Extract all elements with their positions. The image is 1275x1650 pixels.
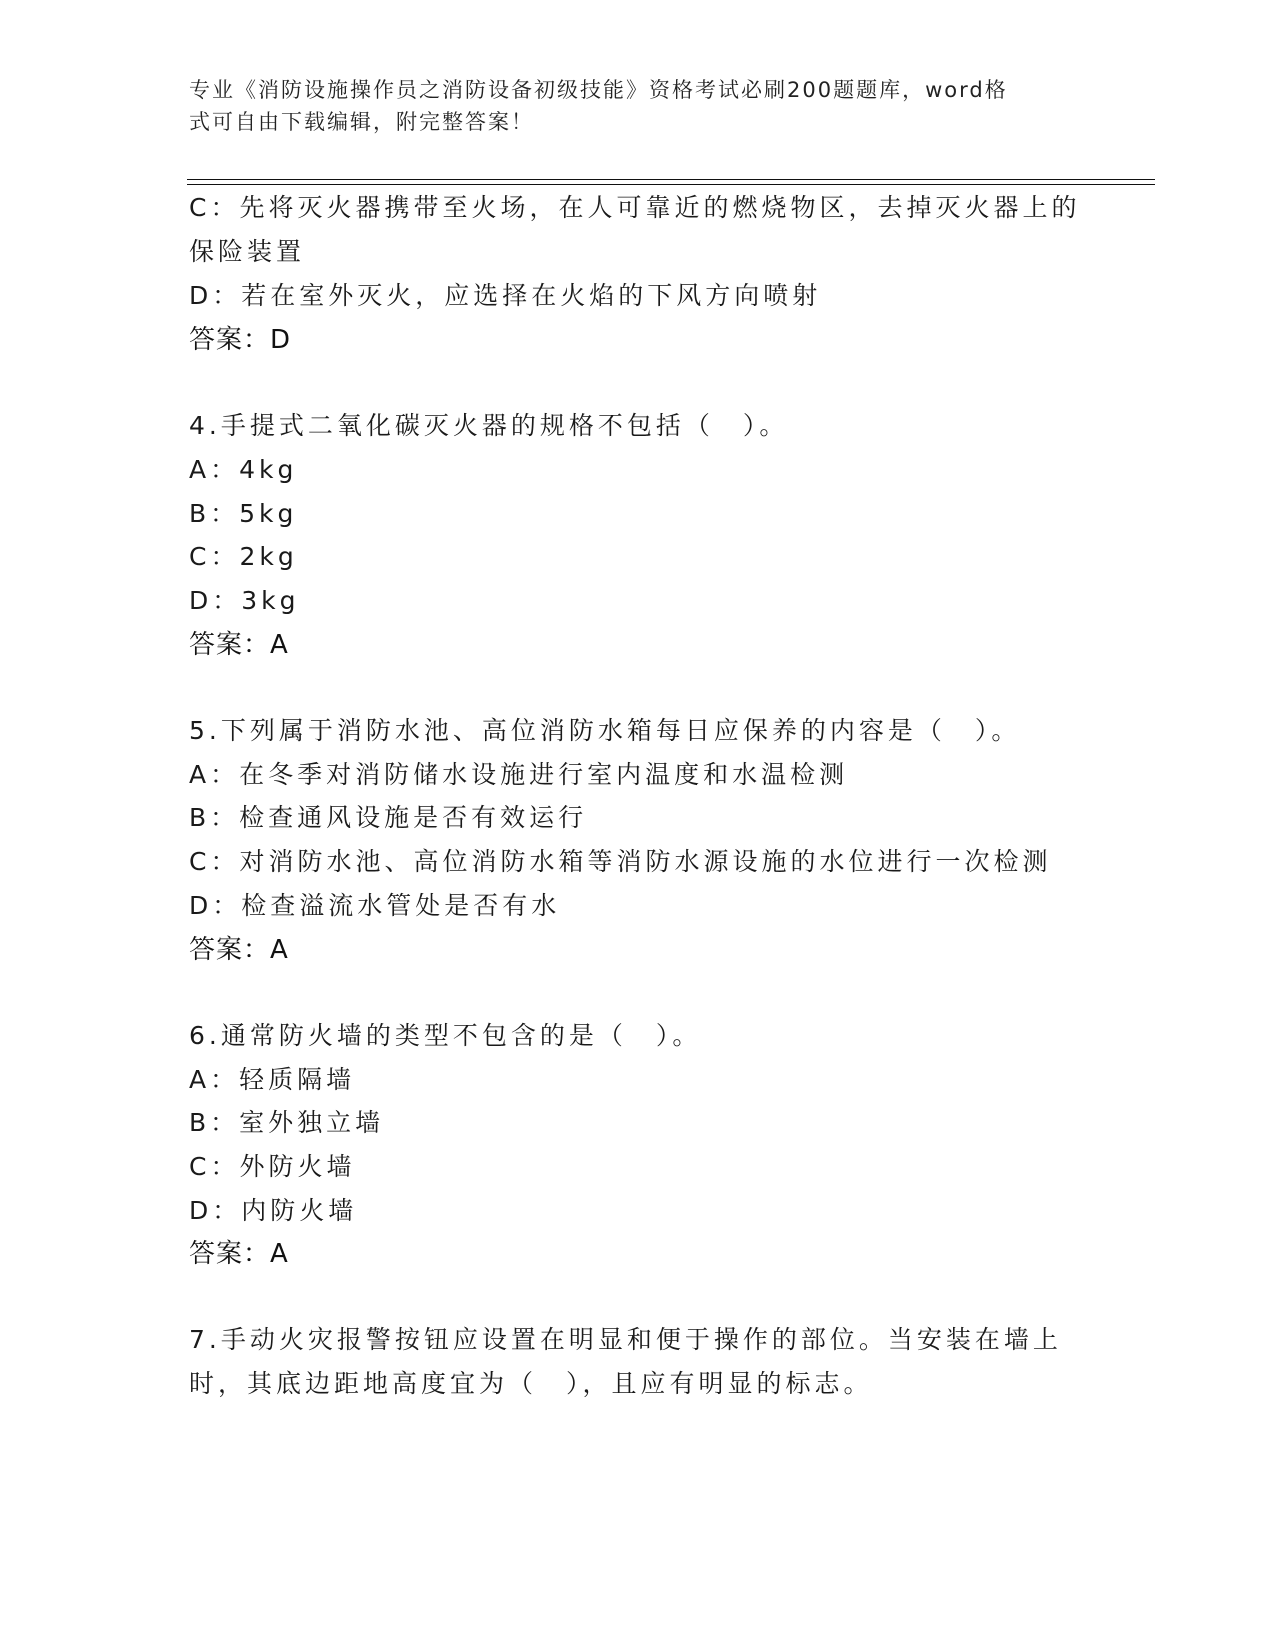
q4-option-d: D：3kg [189,586,300,615]
q7-stem-line-2: 时，其底边距地高度宜为（ ），且应有明显的标志。 [189,1369,873,1398]
q4-option-a: A：4kg [189,455,298,484]
header-title-line-2: 式可自由下载编辑，附完整答案！ [189,110,534,134]
q6-option-a: A：轻质隔墙 [189,1065,356,1094]
header-title-line-1: 专业《消防设施操作员之消防设备初级技能》资格考试必刷200题题库，word格 [189,78,1008,102]
q7-stem-line-1: 7.手动火灾报警按钮应设置在明显和便于操作的部位。当安装在墙上 [189,1325,1062,1354]
q5-option-c: C：对消防水池、高位消防水箱等消防水源设施的水位进行一次检测 [189,847,1052,876]
q4-option-c: C：2kg [189,542,298,571]
q4-stem: 4.手提式二氧化碳灭火器的规格不包括（ ）。 [189,411,789,440]
header-divider-top [187,179,1155,180]
q6-stem: 6.通常防火墙的类型不包含的是（ ）。 [189,1021,702,1050]
q5-option-b: B：检查通风设施是否有效运行 [189,803,588,832]
q5-stem: 5.下列属于消防水池、高位消防水箱每日应保养的内容是（ ）。 [189,716,1021,745]
q4-option-b: B：5kg [189,499,298,528]
q3-option-c-line-2: 保险装置 [189,237,306,266]
q4-answer: 答案：A [189,630,289,660]
q3-option-c-line-1: C：先将灭火器携带至火场，在人可靠近的燃烧物区，去掉灭火器上的 [189,193,1081,222]
q5-option-d: D：检查溢流水管处是否有水 [189,891,561,920]
q5-answer: 答案：A [189,935,289,965]
header-divider-bottom [187,184,1155,185]
q5-option-a: A：在冬季对消防储水设施进行室内温度和水温检测 [189,760,849,789]
q3-answer: 答案：D [189,325,292,355]
q6-option-c: C：外防火墙 [189,1152,356,1181]
q6-option-d: D：内防火墙 [189,1196,358,1225]
q6-option-b: B：室外独立墙 [189,1108,385,1137]
q3-option-d: D：若在室外灭火，应选择在火焰的下风方向喷射 [189,281,822,310]
q6-answer: 答案：A [189,1239,289,1269]
document-header [189,74,1069,138]
